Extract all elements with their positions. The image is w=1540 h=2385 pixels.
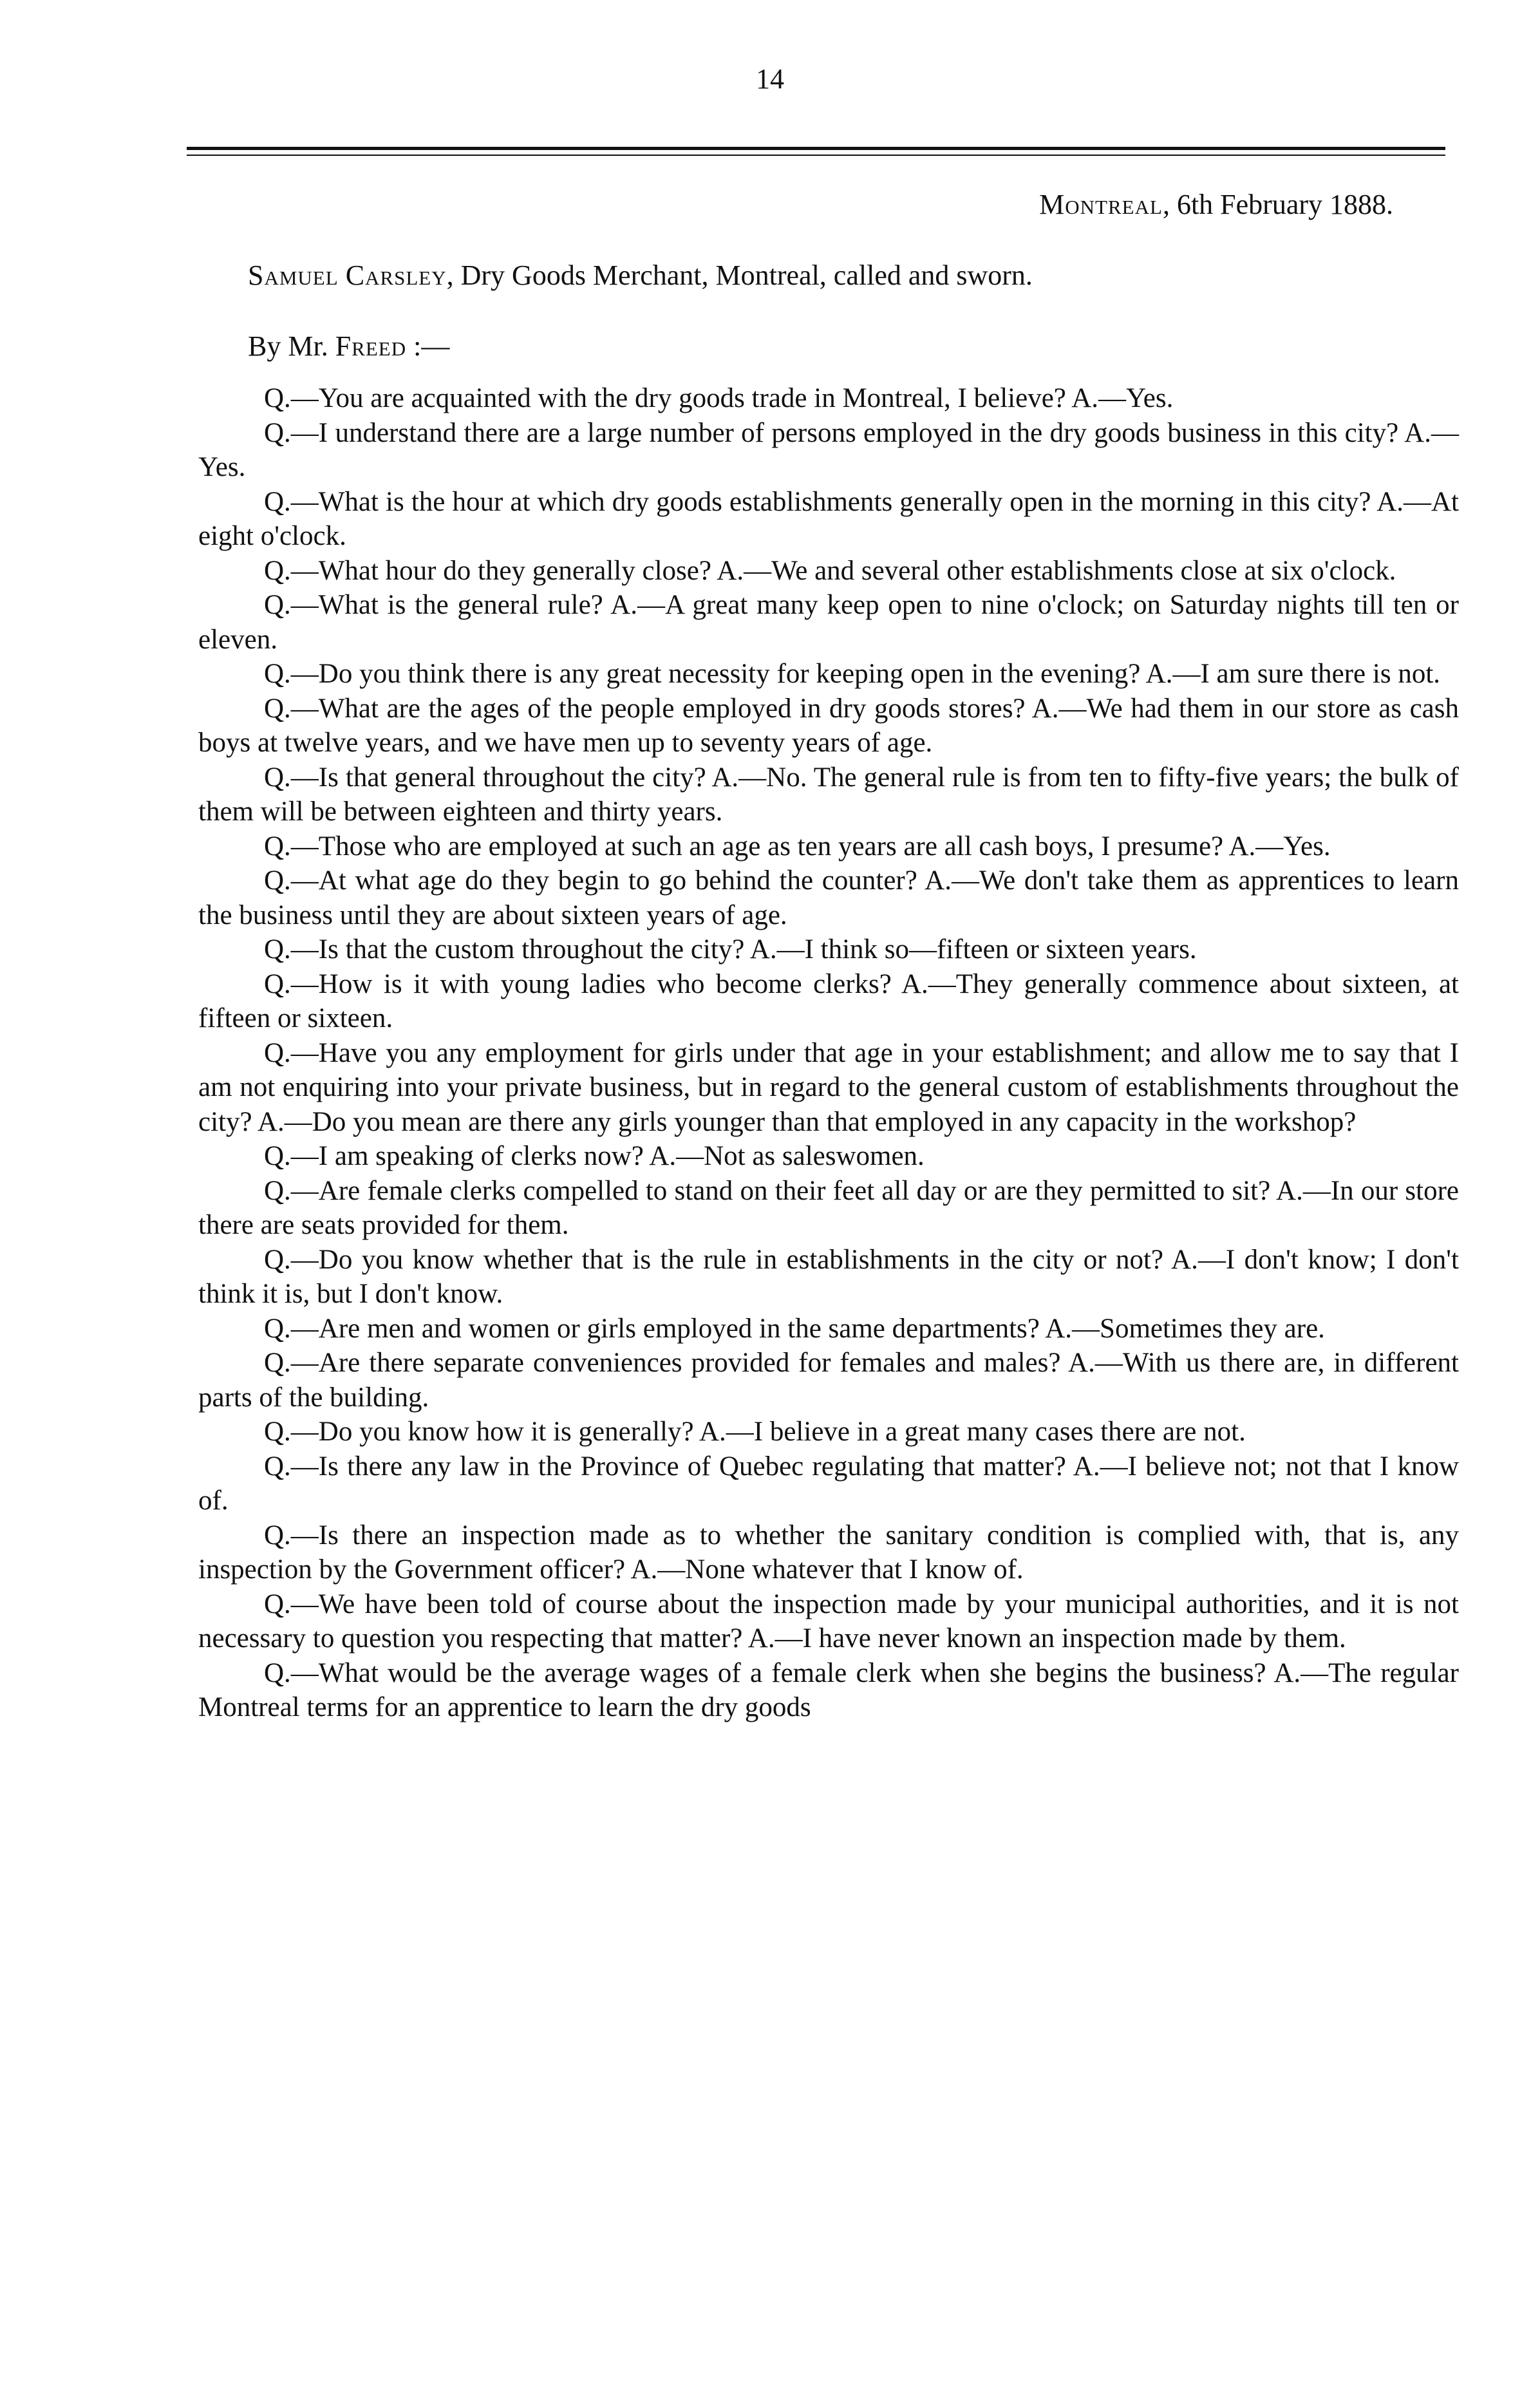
testimony-paragraph: Q.—You are acquainted with the dry goods trade in Montreal, I believe? A.—Yes. [264,383,1174,413]
header-rule-thin [187,155,1445,156]
testimony-paragraph: Q.—What is the hour at which dry goods establishments generally open in the morning in this city? A.—At eight o'clock. [198,486,1459,551]
witness-last-name: Carsley [345,259,447,291]
dateline [1039,187,1393,223]
testimony-paragraph: Q.—Do you think there is any great necessity for keeping open in the evening? A.—I am sure there is not. [264,659,1441,689]
testimony-paragraph: Q.—At what age do they begin to go behind the counter? A.—We don't take them as apprentices to learn the business until they are about sixteen years of age. [198,865,1459,930]
examiner-line [248,328,449,364]
witness-first-name: Samuel [248,259,339,291]
testimony-paragraph: Q.—Are female clerks compelled to stand on their feet all day or are they permitted to sit? A.—In our store there are seats provided for them. [198,1175,1459,1240]
testimony-paragraph: Q.—Have you any employment for girls under that age in your establishment; and allow me to say that I am not enquiring into your private business, but in regard to the general custom of establishments throughout the city? A.—Do you mean are there any girls younger than that employed in any capacity in the workshop? [198,1037,1459,1137]
examiner-suffix: :— [406,330,450,362]
dateline-place: Montreal [1039,189,1163,220]
testimony-paragraph: Q.—What is the general rule? A.—A great many keep open to nine o'clock; on Saturday nights till ten or eleven. [198,590,1459,655]
page-number: 14 [756,63,784,95]
testimony-body [198,381,1459,1725]
examiner-name: Freed [335,330,407,362]
header-rule-thick [187,147,1445,150]
testimony-paragraph: Q.—Do you know whether that is the rule in establishments in the city or not? A.—I don't know; I don't think it is, but I don't know. [198,1244,1459,1309]
testimony-paragraph: Q.—Do you know how it is generally? A.—I believe in a great many cases there are not. [264,1417,1246,1447]
testimony-paragraph: Q.—What would be the average wages of a female clerk when she begins the business? A.—The regular Montreal terms for an apprentice to learn the dry goods [198,1657,1459,1722]
testimony-paragraph: Q.—Is that the custom throughout the city? A.—I think so—fifteen or sixteen years. [264,934,1197,965]
witness-line [248,258,1033,294]
testimony-paragraph: Q.—Is there any law in the Province of Quebec regulating that matter? A.—I believe not; not that I know of. [198,1451,1459,1516]
testimony-paragraph: Q.—What are the ages of the people employed in dry goods stores? A.—We had them in our store as cash boys at twelve years, and we have men up to seventy years of age. [198,693,1459,758]
testimony-paragraph: Q.—I understand there are a large number of persons employed in the dry goods business in this city? A.—Yes. [198,417,1459,482]
testimony-paragraph: Q.—Is that general throughout the city? A.—No. The general rule is from ten to fifty-five years; the bulk of them will be between eighteen and thirty years. [198,762,1459,827]
testimony-paragraph: Q.—I am speaking of clerks now? A.—Not as saleswomen. [264,1141,925,1171]
testimony-paragraph: Q.—Those who are employed at such an age as ten years are all cash boys, I presume? A.—Yes. [264,831,1331,862]
testimony-paragraph: Q.—We have been told of course about the inspection made by your municipal authorities, and it is not necessary to question you respecting that matter? A.—I have never known an inspection made by them. [198,1588,1459,1654]
testimony-paragraph: Q.—How is it with young ladies who become clerks? A.—They generally commence about sixteen, at fifteen or sixteen. [198,968,1459,1033]
dateline-date: , 6th February 1888. [1162,189,1393,220]
testimony-paragraph: Q.—What hour do they generally close? A.—We and several other establishments close at six o'clock. [264,555,1396,586]
testimony-paragraph: Q.—Are men and women or girls employed in the same departments? A.—Sometimes they are. [264,1313,1325,1344]
testimony-paragraph: Q.—Is there an inspection made as to whether the sanitary condition is complied with, that is, any inspection by the Government officer? A.—None whatever that I know of. [198,1520,1459,1585]
testimony-paragraph: Q.—Are there separate conveniences provided for females and males? A.—With us there are, in different parts of the building. [198,1348,1459,1413]
examiner-prefix: By Mr. [248,330,335,362]
witness-description: , Dry Goods Merchant, Montreal, called and sworn. [446,259,1033,291]
